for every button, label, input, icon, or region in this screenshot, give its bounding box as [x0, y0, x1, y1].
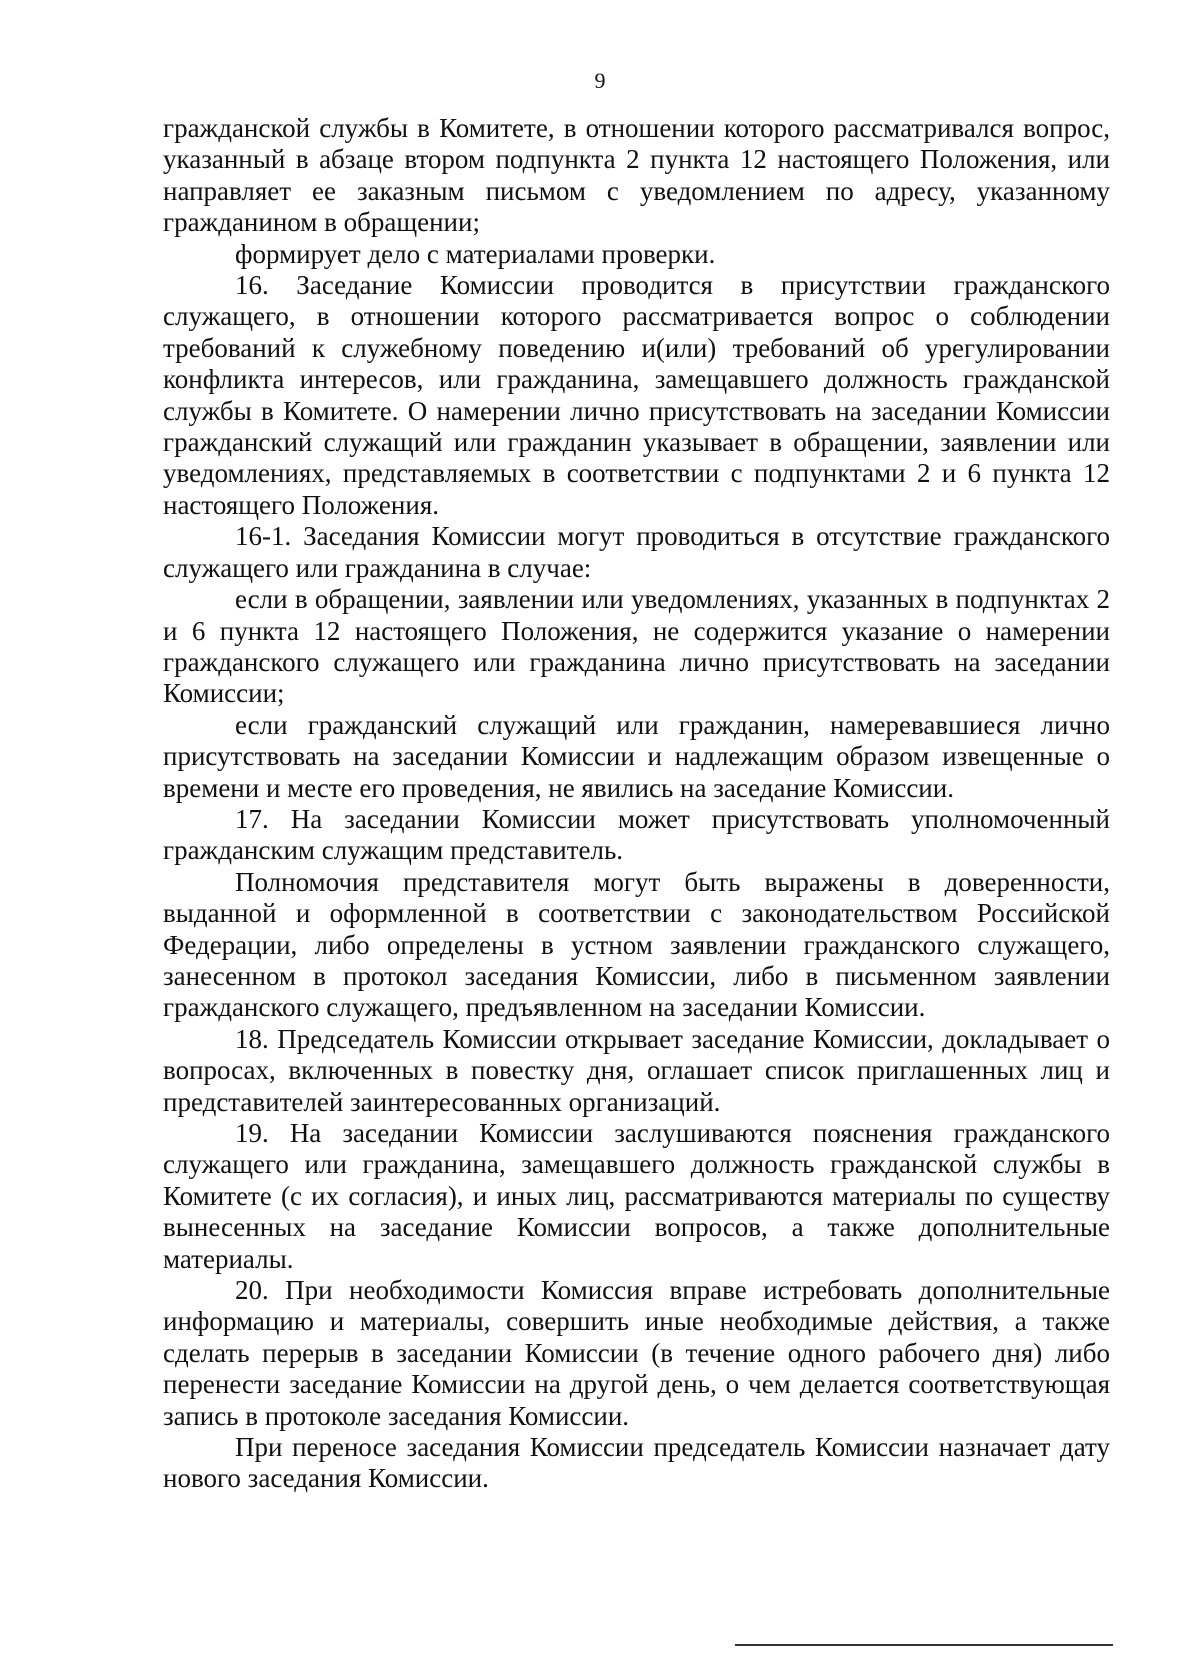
paragraph-clause-16-1: 16-1. Заседания Комиссии могут проводиться в отсутствие гражданского служащего или гражданина в случае:	[163, 521, 1110, 583]
page-number: 9	[594, 68, 606, 93]
paragraph-continuation: гражданской службы в Комитете, в отношении которого рассматривался вопрос, указанный в абзаце втором подпункта 2 пункта 12 настоящего Положения, или направляет ее заказным письмом с уведомлением по адресу, указанному гражданином в обращении;	[163, 113, 1110, 238]
paragraph-forms-case: формирует дело с материалами проверки.	[235, 238, 716, 269]
paragraph-clause-16: 16. Заседание Комиссии проводится в присутствии гражданского служащего, в отношении которого рассматривается вопрос о соблюдении требований к служебному поведению и(или) требований об урегулировании конфликта интересов, или гражданина, замещавшего должность гражданской службы в Комитете. О намерении лично присутствовать на заседании Комиссии гражданский служащий или гражданин указывает в обращении, заявлении или уведомлениях, представляемых в соответствии с подпунктами 2 и 6 пункта 12 настоящего Положения.	[163, 270, 1110, 520]
paragraph-clause-20: 20. При необходимости Комиссия вправе истребовать дополнительные информацию и материалы, совершить иные необходимые действия, а также сделать перерыв в заседании Комиссии (в течение одного рабочего дня) либо перенести заседание Комиссии на другой день, о чем делается соответствующая запись в протоколе заседания Комиссии.	[163, 1275, 1110, 1431]
paragraph-case-no-intent: если в обращении, заявлении или уведомлениях, указанных в подпунктах 2 и 6 пункта 12 настоящего Положения, не содержится указание о намерении гражданского служащего или гражданина лично присутствовать на заседании Комиссии;	[163, 584, 1110, 709]
paragraph-case-no-show: если гражданский служащий или гражданин, намеревавшиеся лично присутствовать на заседании Комиссии и надлежащим образом извещенные о времени и месте его проведения, не явились на заседание Комиссии.	[163, 709, 1110, 803]
paragraph-postponement: При переносе заседания Комиссии председатель Комиссии назначает дату нового заседания Комиссии.	[163, 1432, 1110, 1494]
paragraph-clause-17: 17. На заседании Комиссии может присутствовать уполномоченный гражданским служащим представитель.	[163, 803, 1110, 866]
bottom-divider	[735, 1644, 1113, 1646]
document-body	[163, 113, 1110, 1495]
paragraph-clause-19: 19. На заседании Комиссии заслушиваются пояснения гражданского служащего или гражданина, замещавшего должность гражданской службы в Комитете (с их согласия), и иных лиц, рассматриваются материалы по существу вынесенных на заседание Комиссии вопросов, а также дополнительные материалы.	[163, 1118, 1110, 1274]
paragraph-clause-18: 18. Председатель Комиссии открывает заседание Комиссии, докладывает о вопросах, включенных в повестку дня, оглашает список приглашенных лиц и представителей заинтересованных организаций.	[163, 1023, 1110, 1117]
paragraph-representative-powers: Полномочия представителя могут быть выражены в доверенности, выданной и оформленной в соответствии с законодательством Российской Федерации, либо определены в устном заявлении гражданского служащего, занесенном в протокол заседания Комиссии, либо в письменном заявлении гражданского служащего, предъявленном на заседании Комиссии.	[163, 866, 1110, 1023]
